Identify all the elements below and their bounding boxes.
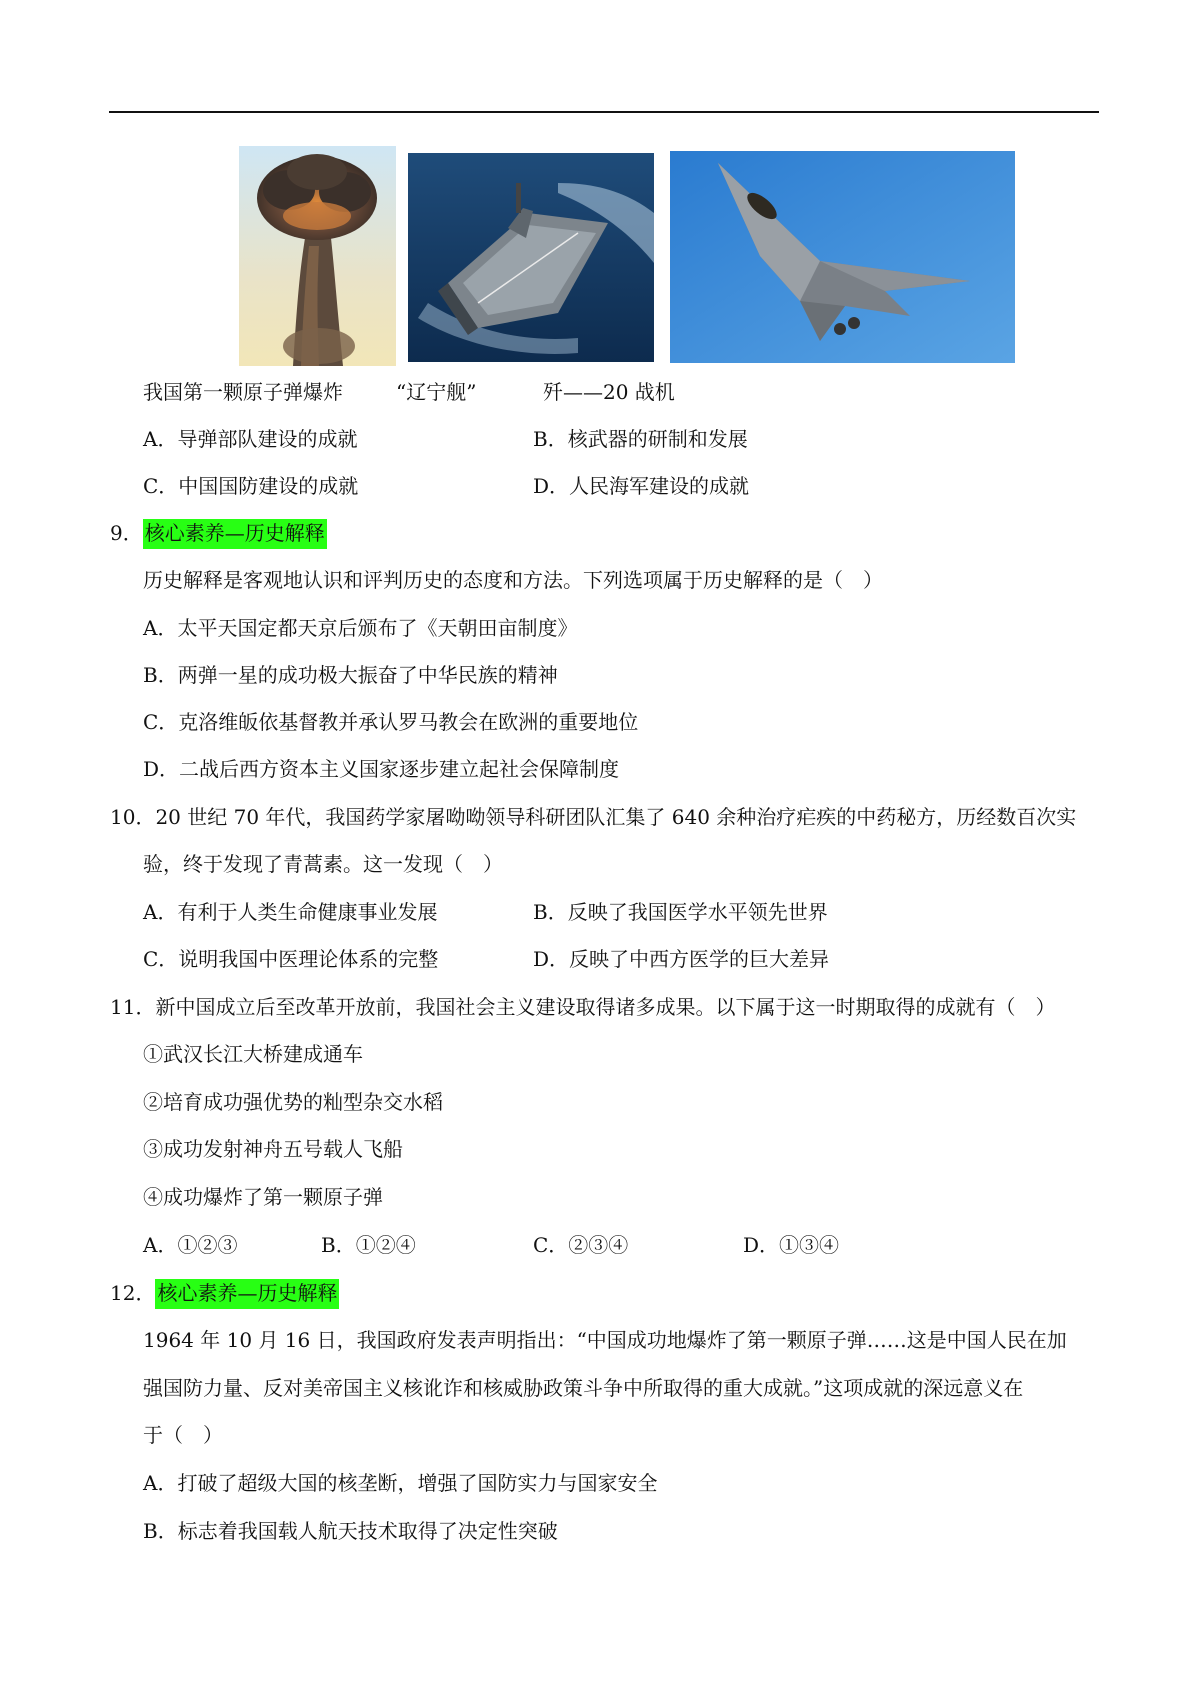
q10-option-a: A．有利于人类生命健康事业发展 bbox=[143, 900, 438, 924]
q10-stem-line1: 10．20 世纪 70 年代，我国药学家屠呦呦领导科研团队汇集了 640 余种治疗疟疾的中药秘方，历经数百次实 bbox=[110, 805, 1077, 829]
atomic-bomb-image bbox=[239, 146, 396, 366]
q11-option-a: A．①②③ bbox=[143, 1233, 238, 1257]
caption-liaoning: “辽宁舰” bbox=[396, 380, 477, 404]
q11-item-1: ①武汉长江大桥建成通车 bbox=[143, 1042, 363, 1066]
q11-option-b: B．①②④ bbox=[321, 1233, 416, 1257]
q12-stem-line3: 于（ ） bbox=[143, 1423, 223, 1447]
q9-heading bbox=[110, 519, 327, 547]
q8-option-a: A．导弹部队建设的成就 bbox=[143, 427, 358, 451]
q10-stem-line2: 验，终于发现了青蒿素。这一发现（ ） bbox=[143, 852, 503, 876]
q12-number: 12． bbox=[110, 1281, 156, 1305]
q8-option-b: B．核武器的研制和发展 bbox=[533, 427, 748, 451]
header-rule bbox=[109, 111, 1099, 113]
q12-stem-line2: 强国防力量、反对美帝国主义核讹诈和核威胁政策斗争中所取得的重大成就。”这项成就的深远意义在 bbox=[143, 1376, 1024, 1400]
q12-option-a: A．打破了超级大国的核垄断，增强了国防实力与国家安全 bbox=[143, 1471, 658, 1495]
q9-option-d: D．二战后西方资本主义国家逐步建立起社会保障制度 bbox=[143, 757, 620, 781]
q11-item-2: ②培育成功强优势的籼型杂交水稻 bbox=[143, 1090, 443, 1114]
caption-atomic-bomb: 我国第一颗原子弹爆炸 bbox=[143, 380, 343, 404]
q12-tag: 核心素养—历史解释 bbox=[155, 1279, 339, 1309]
q11-item-3: ③成功发射神舟五号载人飞船 bbox=[143, 1137, 403, 1161]
q11-stem: 11．新中国成立后至改革开放前，我国社会主义建设取得诸多成果。以下属于这一时期取得的成就有（ ） bbox=[110, 995, 1056, 1019]
fighter-jet-image bbox=[670, 151, 1015, 363]
q11-option-c: C．②③④ bbox=[533, 1233, 629, 1257]
caption-j20: 歼——20 战机 bbox=[543, 380, 675, 404]
q11-option-d: D．①③④ bbox=[743, 1233, 840, 1257]
q10-option-d: D．反映了中西方医学的巨大差异 bbox=[533, 947, 830, 971]
q10-option-c: C．说明我国中医理论体系的完整 bbox=[143, 947, 439, 971]
q9-option-a: A．太平天国定都天京后颁布了《天朝田亩制度》 bbox=[143, 616, 578, 640]
q12-stem-line1: 1964 年 10 月 16 日，我国政府发表声明指出：“中国成功地爆炸了第一颗原子弹……这是中国人民在加 bbox=[143, 1328, 1067, 1352]
q11-item-4: ④成功爆炸了第一颗原子弹 bbox=[143, 1185, 383, 1209]
q9-number: 9． bbox=[110, 521, 143, 545]
aircraft-carrier-image bbox=[408, 153, 654, 362]
q9-tag: 核心素养—历史解释 bbox=[143, 519, 327, 549]
q10-option-b: B．反映了我国医学水平领先世界 bbox=[533, 900, 828, 924]
q8-option-d: D．人民海军建设的成就 bbox=[533, 474, 750, 498]
q8-option-c: C．中国国防建设的成就 bbox=[143, 474, 359, 498]
q9-option-b: B．两弹一星的成功极大振奋了中华民族的精神 bbox=[143, 663, 558, 687]
q9-option-c: C．克洛维皈依基督教并承认罗马教会在欧洲的重要地位 bbox=[143, 710, 639, 734]
q12-heading bbox=[110, 1279, 339, 1307]
q12-option-b: B．标志着我国载人航天技术取得了决定性突破 bbox=[143, 1519, 558, 1543]
q9-stem: 历史解释是客观地认识和评判历史的态度和方法。下列选项属于历史解释的是（ ） bbox=[143, 568, 883, 592]
